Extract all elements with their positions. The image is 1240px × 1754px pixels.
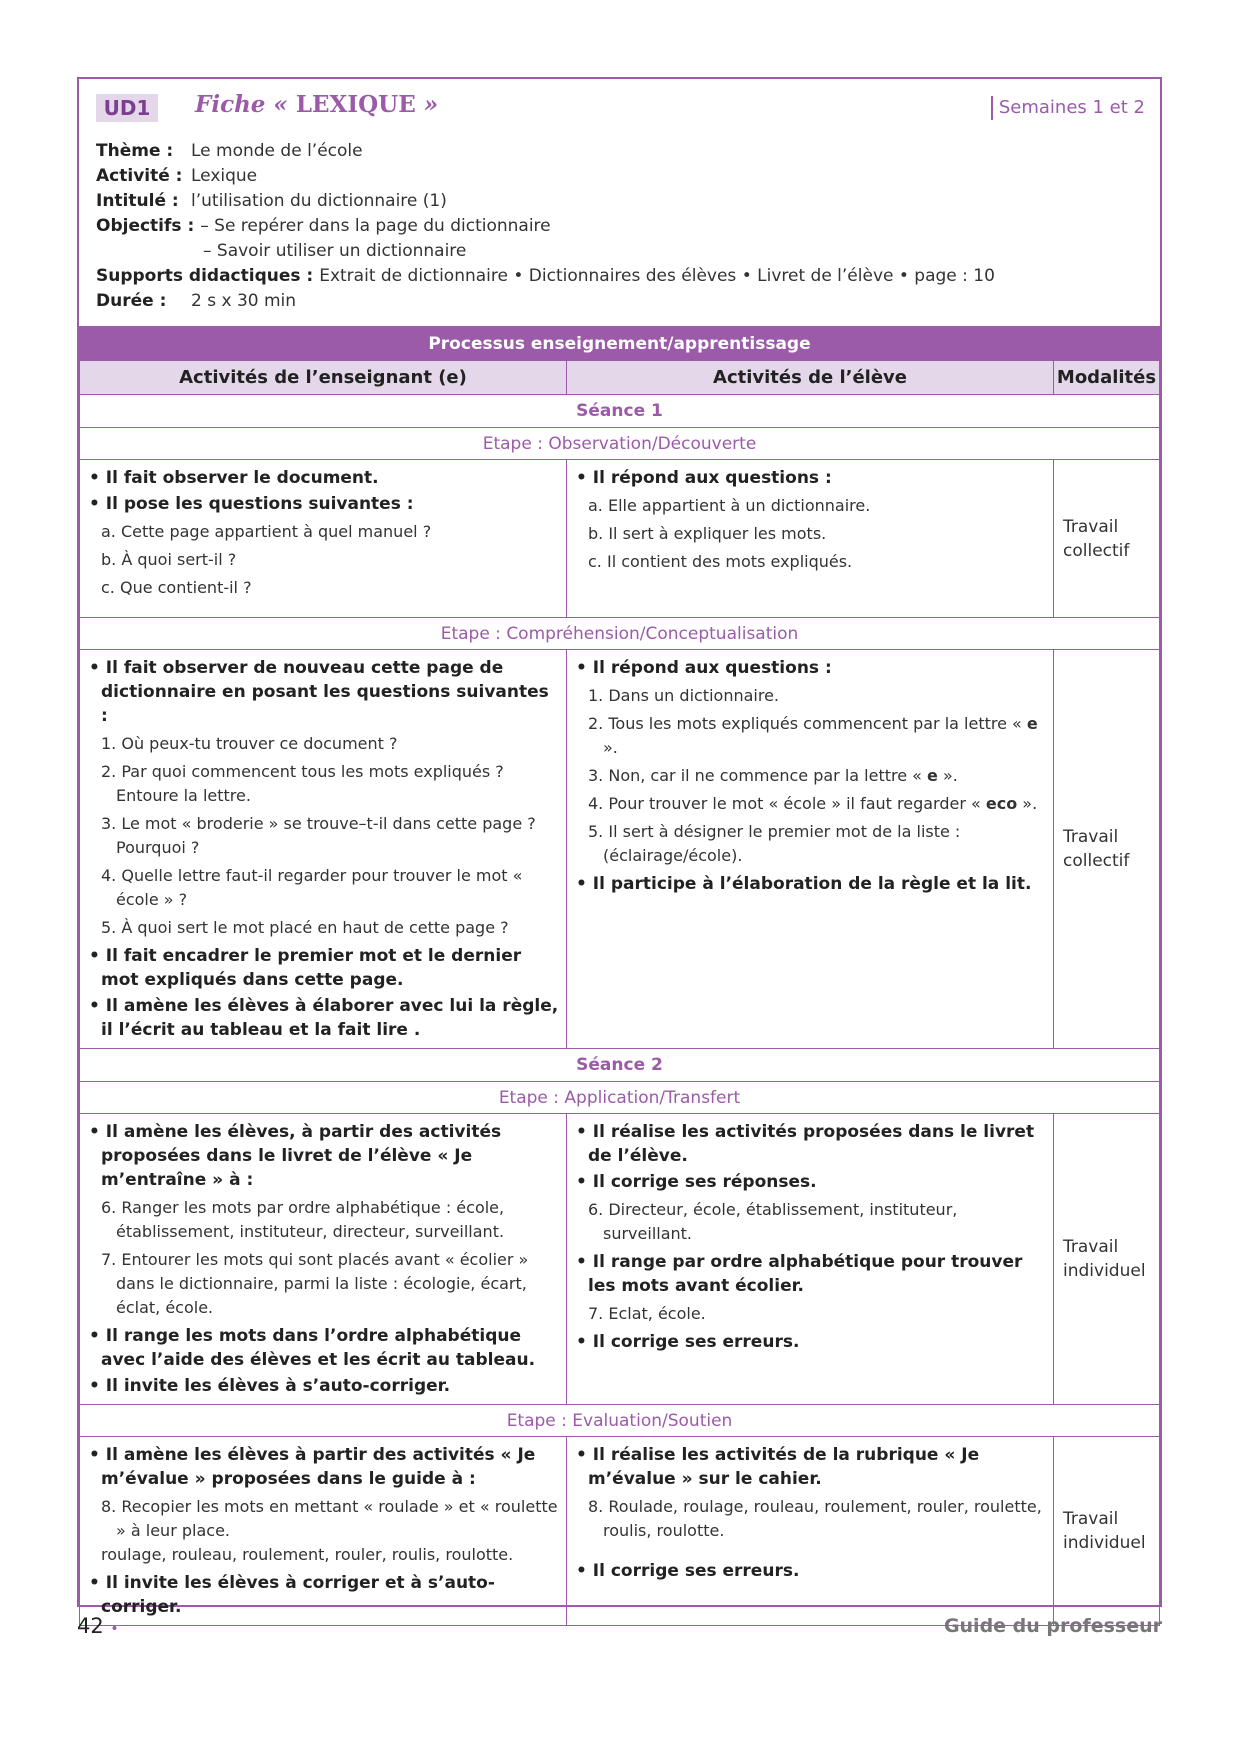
teacher-item: • Il fait encadrer le premier mot et le dernier mot expliqués dans cette page.: [89, 946, 522, 990]
student-cell-4: [567, 1437, 1054, 1626]
student-item: • Il participe à l’élaboration de la règle et la lit.: [576, 874, 1032, 894]
intitule-label: Intitulé :: [96, 191, 179, 211]
objectifs-label: Objectifs :: [96, 216, 195, 236]
question-item: 3. Le mot « broderie » se trouve–t-il dans cette page ? Pourquoi ?: [101, 814, 536, 857]
answer-item: [588, 764, 1047, 788]
intitule-value: l’utilisation du dictionnaire (1): [191, 191, 447, 211]
student-cell-3: [567, 1114, 1054, 1405]
modalite-line: Travail: [1063, 1237, 1119, 1257]
student-item: • Il réalise les activités de la rubrique « Je m’évalue » sur le cahier.: [576, 1445, 980, 1489]
etape-application: Etape : Application/Transfert: [80, 1082, 1160, 1114]
answer-text: 3. Non, car il ne commence par la lettre «: [588, 766, 928, 785]
answer-item: 6. Directeur, école, établissement, instituteur, surveillant.: [588, 1200, 958, 1243]
process-title: Processus enseignement/apprentissage: [80, 327, 1160, 361]
theme-value: Le monde de l’école: [191, 141, 363, 161]
answer-text: ».: [603, 738, 618, 757]
seance-1: Séance 1: [80, 395, 1160, 428]
title-prefix: Fiche «: [195, 91, 296, 118]
etape-evaluation: Etape : Evaluation/Soutien: [80, 1405, 1160, 1437]
etape-observation: Etape : Observation/Découverte: [80, 428, 1160, 460]
meta-activite: [96, 164, 995, 189]
weeks-label: Semaines 1 et 2: [991, 96, 1145, 120]
answer-text: 4. Pour trouver le mot « école » il faut regarder «: [588, 794, 986, 813]
duree-label: Durée :: [96, 291, 167, 311]
title-word: LEXIQUE: [295, 91, 416, 118]
teacher-item: • Il fait observer de nouveau cette page de dictionnaire en posant les questions suivantes :: [89, 658, 549, 726]
answer-item: b. Il sert à expliquer les mots.: [588, 524, 827, 543]
objectif-1: – Se repérer dans la page du dictionnaire: [200, 216, 551, 236]
exercise-item: 7. Entourer les mots qui sont placés avant « écolier » dans le dictionnaire, parmi la liste : écologie, écart, éclat, école.: [101, 1250, 529, 1317]
etape-comprehension: Etape : Compréhension/Conceptualisation: [80, 618, 1160, 650]
student-item: • Il réalise les activités proposées dans le livret de l’élève.: [576, 1122, 1035, 1166]
answer-letter: eco: [985, 794, 1018, 813]
modalite-line: individuel: [1063, 1261, 1146, 1281]
question-item: 2. Par quoi commencent tous les mots expliqués ? Entoure la lettre.: [101, 762, 504, 805]
question-item: 5. À quoi sert le mot placé en haut de cette page ?: [101, 918, 509, 937]
meta-objectifs: [96, 214, 995, 239]
supports-value: Extrait de dictionnaire • Dictionnaires des élèves • Livret de l’élève • page : 10: [319, 266, 995, 286]
answer-text: ».: [937, 766, 958, 785]
exercise-item: 6. Ranger les mots par ordre alphabétique : école, établissement, instituteur, directeur, surveillant.: [101, 1198, 505, 1241]
student-item: • Il répond aux questions :: [576, 468, 832, 488]
student-item: • Il corrige ses erreurs.: [576, 1561, 800, 1581]
student-cell-1: [567, 460, 1054, 618]
process-table: [79, 326, 1160, 1626]
meta-intitule: [96, 189, 995, 214]
question-item: a. Cette page appartient à quel manuel ?: [101, 522, 432, 541]
page-number-text: 42: [77, 1614, 104, 1638]
answer-text: 2. Tous les mots expliqués commencent par la lettre «: [588, 714, 1027, 733]
col-student: Activités de l’élève: [567, 361, 1054, 395]
objectif-2: – Savoir utiliser un dictionnaire: [203, 241, 467, 261]
teacher-item: • Il amène les élèves, à partir des activités proposées dans le livret de l’élève « Je m’entraîne » à :: [89, 1122, 502, 1190]
meta-theme: [96, 139, 995, 164]
meta-block: [96, 139, 995, 314]
student-item: • Il corrige ses réponses.: [576, 1172, 817, 1192]
teacher-cell-4: [80, 1437, 567, 1626]
sheet-title: [195, 91, 438, 118]
modalite-line: Travail: [1063, 1509, 1119, 1529]
student-item: • Il corrige ses erreurs.: [576, 1332, 800, 1352]
modalite-cell-2: [1054, 650, 1160, 1049]
modalite-line: collectif: [1063, 851, 1130, 871]
seance-2: Séance 2: [80, 1049, 1160, 1082]
footer-guide: Guide du professeur: [943, 1615, 1162, 1637]
teacher-cell-3: [80, 1114, 567, 1405]
sheet-header: [79, 79, 1160, 326]
exercise-item: 8. Recopier les mots en mettant « roulade » et « roulette » à leur place.: [101, 1497, 558, 1540]
question-item: 1. Où peux-tu trouver ce document ?: [101, 734, 398, 753]
teacher-item: • Il amène les élèves à élaborer avec lui la règle, il l’écrit au tableau et la fait lire .: [89, 996, 559, 1040]
answer-item: 7. Eclat, école.: [588, 1304, 706, 1323]
student-item: • Il range par ordre alphabétique pour trouver les mots avant écolier.: [576, 1252, 1023, 1296]
modalite-line: Travail: [1063, 827, 1119, 847]
modalite-line: individuel: [1063, 1533, 1146, 1553]
teacher-item: • Il fait observer le document.: [89, 468, 379, 488]
meta-duree: [96, 289, 995, 314]
modalite-cell-4: [1054, 1437, 1160, 1626]
exercise-words: roulage, rouleau, roulement, rouler, roulis, roulotte.: [101, 1545, 514, 1564]
teacher-item: • Il amène les élèves à partir des activités « Je m’évalue » proposées dans le guide à :: [89, 1445, 536, 1489]
modalite-line: collectif: [1063, 540, 1130, 561]
page-number: [77, 1614, 119, 1638]
lesson-sheet: [77, 77, 1162, 1617]
answer-letter: e: [927, 766, 938, 785]
modalite-line: Travail: [1063, 516, 1119, 537]
supports-label: Supports didactiques :: [96, 266, 314, 286]
teacher-item: • Il invite les élèves à corriger et à s’auto-corriger.: [89, 1573, 495, 1617]
teacher-cell-1: [80, 460, 567, 618]
activite-label: Activité :: [96, 166, 183, 186]
answer-item: [588, 792, 1047, 816]
duree-value: 2 s x 30 min: [191, 291, 297, 311]
student-cell-2: [567, 650, 1054, 1049]
modalite-cell-3: [1054, 1114, 1160, 1405]
answer-item: c. Il contient des mots expliqués.: [588, 552, 853, 571]
theme-label: Thème :: [96, 141, 174, 161]
meta-objectif-2: [96, 239, 995, 264]
answer-item: a. Elle appartient à un dictionnaire.: [588, 496, 871, 515]
answer-item: 8. Roulade, roulage, rouleau, roulement, rouler, roulette, roulis, roulotte.: [588, 1497, 1042, 1540]
answer-item: 5. Il sert à désigner le premier mot de la liste : (éclairage/école).: [588, 822, 961, 865]
question-item: c. Que contient-il ?: [101, 578, 252, 597]
question-item: b. À quoi sert-il ?: [101, 550, 237, 569]
answer-text: ».: [1017, 794, 1038, 813]
student-item: • Il répond aux questions :: [576, 658, 832, 678]
answer-item: 1. Dans un dictionnaire.: [588, 686, 779, 705]
teacher-item: • Il pose les questions suivantes :: [89, 494, 414, 514]
col-teacher: Activités de l’enseignant (e): [80, 361, 567, 395]
unit-badge: UD1: [96, 94, 158, 122]
col-modalites: Modalités: [1054, 361, 1160, 395]
title-suffix: »: [415, 91, 439, 118]
teacher-item: • Il range les mots dans l’ordre alphabétique avec l’aide des élèves et les écrit au tableau.: [89, 1326, 536, 1370]
page-dot: •: [110, 1621, 119, 1637]
question-item: 4. Quelle lettre faut-il regarder pour trouver le mot « école » ?: [101, 866, 523, 909]
modalite-cell-1: [1054, 460, 1160, 618]
meta-supports: [96, 264, 995, 289]
answer-item: [588, 712, 1047, 760]
teacher-item: • Il invite les élèves à s’auto-corriger.: [89, 1376, 451, 1396]
activite-value: Lexique: [191, 166, 258, 186]
answer-letter: e: [1026, 714, 1038, 733]
teacher-cell-2: [80, 650, 567, 1049]
